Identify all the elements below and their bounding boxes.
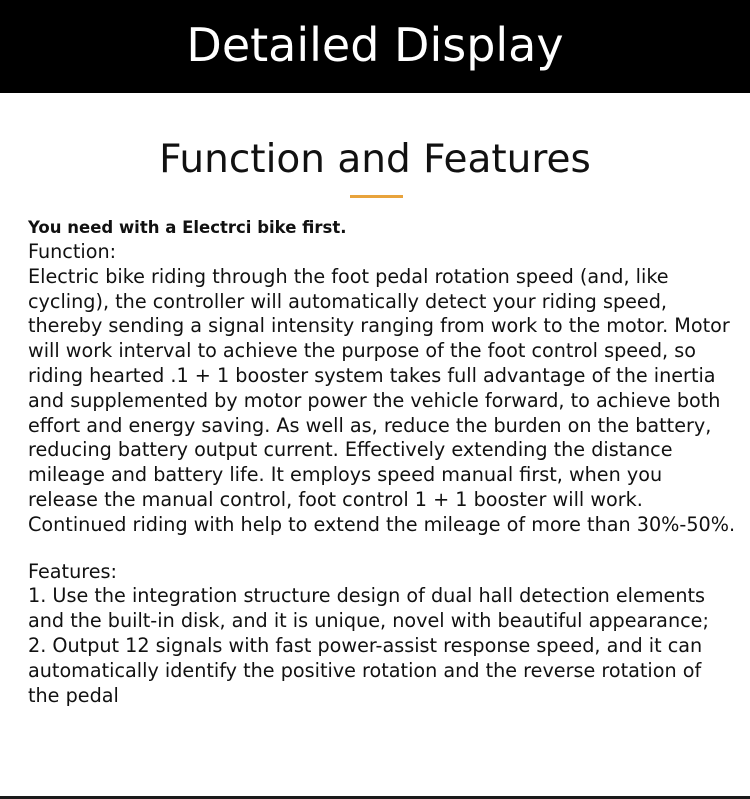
paragraph-gap bbox=[28, 538, 738, 560]
function-heading: Function: bbox=[28, 240, 117, 263]
header-banner bbox=[0, 0, 750, 93]
header-title: Detailed Display bbox=[186, 17, 564, 72]
feature-item: 1. Use the integration structure design of dual hall detection elements and the built-in disk, and it is unique, novel with beautiful appearance; bbox=[28, 584, 709, 633]
feature-item: 2. Output 12 signals with fast power-assist response speed, and it can automatically identify the positive rotation and the reverse rotation of the pedal bbox=[28, 633, 703, 707]
section-title: Function and Features bbox=[159, 137, 591, 182]
lead-statement: You need with a Electrci bike first. bbox=[28, 218, 347, 237]
description-body bbox=[28, 216, 738, 708]
accent-divider bbox=[350, 195, 403, 198]
features-heading: Features: bbox=[28, 559, 117, 583]
function-text: Electric bike riding through the foot pedal rotation speed (and, like cycling), the controller will automatically detect your riding speed, thereby sending a signal intensity ranging from work to the motor. Motor will work interval to achieve the purpose of the foot control speed, so riding hearted .1 + 1 booster system takes full advantage of the inertia and supplemented by motor power the vehicle forward, to achieve both effort and energy saving. As well as, reduce the burden on the battery, reducing battery output current. Effectively extending the distance mileage and battery life. It employs speed manual first, when you release the manual control, foot control 1 + 1 booster will work. Continued riding with help to extend the mileage of more than 30%-50%. bbox=[28, 264, 736, 536]
